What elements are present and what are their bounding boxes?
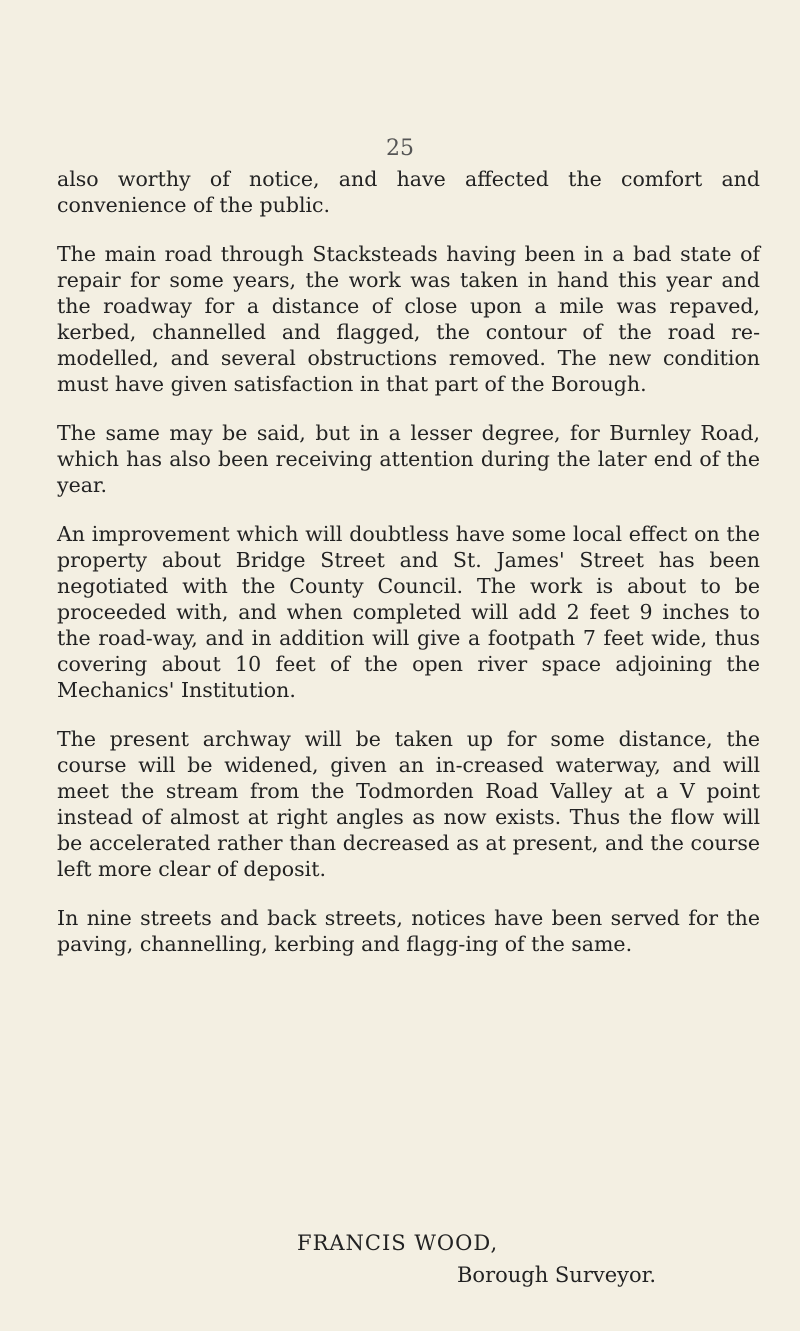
paragraph: also worthy of notice, and have affected the comfort and convenience of the public. <box>57 167 760 217</box>
paragraph: The main road through Stacksteads having been in a bad state of repair for some years, the work was taken in hand this year and the roadway for a distance of close upon a mile was repaved, kerbed, channelled and flagged, the contour of the road re-modelled, and several obstructions removed. The new condition must have given satisfaction in that part of the Borough. <box>57 242 760 396</box>
paragraph: The same may be said, but in a lesser degree, for Burnley Road, which has also been receiving attention during the later end of the year. <box>57 421 760 497</box>
signature-title: Borough Surveyor. <box>457 1263 657 1287</box>
paragraph: In nine streets and back streets, notices have been served for the paving, channelling, kerbing and flagg-ing of the same. <box>57 906 760 956</box>
page-number: 25 <box>386 136 414 161</box>
paragraph: An improvement which will doubtless have some local effect on the property about Bridge Street and St. James' Street has been negotiated with the County Council. The work is about to be proceeded with, and when completed will add 2 feet 9 inches to the road-way, and in addition will give a footpath 7 feet wide, thus covering about 10 feet of the open river space adjoining the Mechanics' Institution. <box>57 522 760 702</box>
report-body <box>57 166 760 980</box>
signature-name: FRANCIS WOOD, <box>297 1231 499 1255</box>
paragraph: The present archway will be taken up for some distance, the course will be widened, given an in-creased waterway, and will meet the stream from the Todmorden Road Valley at a V point instead of almost at right angles as now exists. Thus the flow will be accelerated rather than decreased as at present, and the course left more clear of deposit. <box>57 727 760 881</box>
